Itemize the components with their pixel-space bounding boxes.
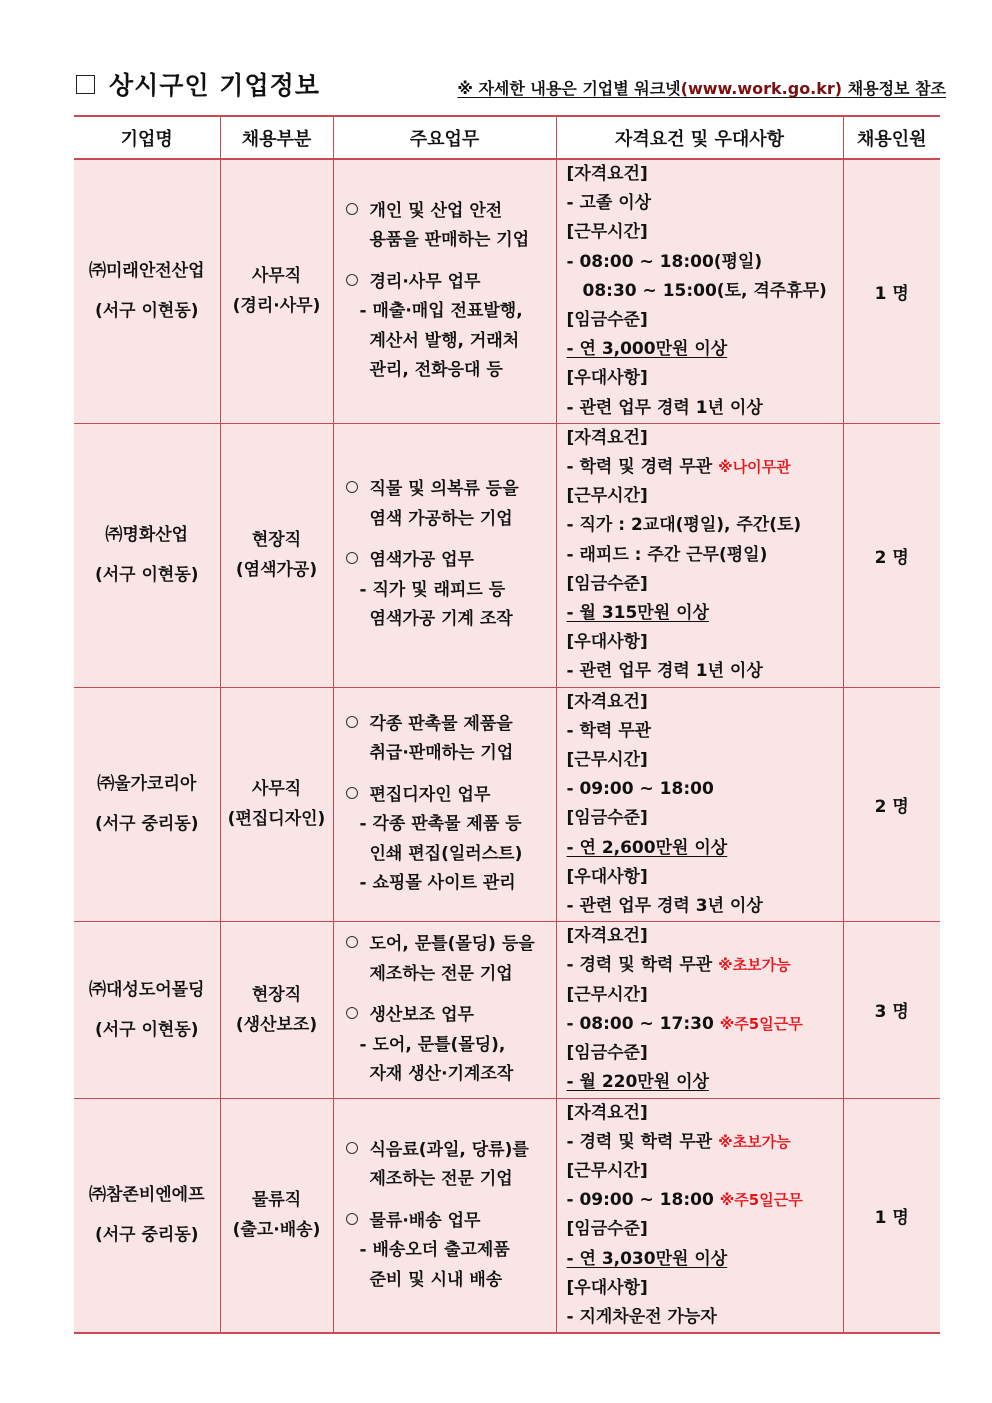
circle-bullet-icon xyxy=(346,1007,358,1019)
table-row xyxy=(74,1098,940,1333)
note-badge: ※나이무관 xyxy=(718,458,791,477)
job-listing-table xyxy=(74,115,940,1334)
circle-bullet-icon xyxy=(346,1213,358,1225)
page-title: 상시구인 기업정보 xyxy=(76,66,320,102)
salary-level: - 연 3,030만원 이상 xyxy=(566,1248,728,1269)
job-type-cell xyxy=(220,159,333,423)
job-subtype: (생산보조) xyxy=(235,1014,318,1035)
worknet-url[interactable]: (www.work.go.kr) xyxy=(680,79,843,98)
note-badge: ※주5일근무 xyxy=(719,1191,803,1210)
company-name: ㈜대성도어몰딩 xyxy=(88,979,205,1000)
header-company: 기업명 xyxy=(74,116,220,159)
salary-level: - 연 3,000만원 이상 xyxy=(566,339,728,360)
job-subtype: (출고·배송) xyxy=(232,1220,321,1241)
circle-bullet-icon xyxy=(346,481,358,493)
job-type: 물류직 xyxy=(251,1190,302,1211)
job-subtype: (염색가공) xyxy=(235,560,318,581)
circle-bullet-icon xyxy=(346,203,358,215)
company-cell xyxy=(74,159,220,423)
salary-level: - 월 315만원 이상 xyxy=(566,603,709,624)
circle-bullet-icon xyxy=(346,552,358,564)
company-district: (서구 중리동) xyxy=(94,814,199,835)
checkbox-square-icon xyxy=(76,75,95,94)
duties-cell: 각종 판촉물 제품을 취급·판매하는 기업 편집디자인 업무 - 각종 판촉물 제품 등 인쇄 편집(일러스트) - 쇼핑몰 사이트 관리 xyxy=(333,687,556,922)
table-row xyxy=(74,687,940,922)
note-badge: ※초보가능 xyxy=(718,1132,791,1151)
table-row xyxy=(74,922,940,1098)
qualifications-cell: [자격요건] - 경력 및 학력 무관 ※초보가능 [근무시간] - 08:00 ~ 17:30 ※주5일근무 [임금수준] - 월 220만원 이상 xyxy=(556,922,843,1098)
table-row xyxy=(74,423,940,687)
note-badge: ※주5일근무 xyxy=(719,1014,803,1033)
headcount-cell: 1 명 xyxy=(843,159,940,423)
duties-cell: 직물 및 의복류 등을 염색 가공하는 기업 염색가공 업무 - 직가 및 래피드 등 염색가공 기계 조작 xyxy=(333,423,556,687)
job-subtype: (편집디자인) xyxy=(227,809,326,830)
company-name: ㈜참존비엔에프 xyxy=(88,1185,205,1206)
company-district: (서구 이현동) xyxy=(94,565,199,586)
salary-level: - 월 220만원 이상 xyxy=(566,1072,709,1093)
company-cell xyxy=(74,423,220,687)
circle-bullet-icon xyxy=(346,787,358,799)
headcount-cell: 3 명 xyxy=(843,922,940,1098)
circle-bullet-icon xyxy=(346,716,358,728)
job-type: 현장직 xyxy=(251,530,302,551)
company-cell xyxy=(74,687,220,922)
header-headcount: 채용인원 xyxy=(843,116,940,159)
headcount-cell: 2 명 xyxy=(843,687,940,922)
company-name: ㈜미래안전산업 xyxy=(88,261,205,282)
qualifications-cell: [자격요건] - 학력 및 경력 무관 ※나이무관 [근무시간] - 직가 : 2교대(평일), 주간(토) - 래피드 : 주간 근무(평일) [임금수준] - 월 315만원 이상 [우대사항] - 관련 업무 경력 1년 이상 xyxy=(556,423,843,687)
table-row xyxy=(74,159,940,423)
job-subtype: (경리·사무) xyxy=(232,296,321,317)
job-type: 사무직 xyxy=(251,266,302,287)
circle-bullet-icon xyxy=(346,936,358,948)
company-cell xyxy=(74,1098,220,1333)
company-name: ㈜명화산업 xyxy=(105,525,189,546)
salary-level: - 연 2,600만원 이상 xyxy=(566,837,728,858)
company-district: (서구 이현동) xyxy=(94,1019,199,1040)
circle-bullet-icon xyxy=(346,1142,358,1154)
company-district: (서구 이현동) xyxy=(94,301,199,322)
job-type-cell xyxy=(220,922,333,1098)
job-type-cell xyxy=(220,1098,333,1333)
header-main-duties: 주요업무 xyxy=(333,116,556,159)
company-district: (서구 중리동) xyxy=(94,1225,199,1246)
qualifications-cell: [자격요건] - 고졸 이상 [근무시간] - 08:00 ~ 18:00(평일) 08:30 ~ 15:00(토, 격주휴무) [임금수준] - 연 3,000만원 이상 [우대사항] - 관련 업무 경력 1년 이상 xyxy=(556,159,843,423)
circle-bullet-icon xyxy=(346,274,358,286)
duties-cell: 식음료(과일, 당류)를 제조하는 전문 기업 물류·배송 업무 - 배송오더 출고제품 준비 및 시내 배송 xyxy=(333,1098,556,1333)
qualifications-cell: [자격요건] - 학력 무관 [근무시간] - 09:00 ~ 18:00 [임금수준] - 연 2,600만원 이상 [우대사항] - 관련 업무 경력 3년 이상 xyxy=(556,687,843,922)
note-badge: ※초보가능 xyxy=(718,956,791,975)
headcount-cell: 2 명 xyxy=(843,423,940,687)
job-type-cell xyxy=(220,687,333,922)
headcount-cell: 1 명 xyxy=(843,1098,940,1333)
duties-cell: 개인 및 산업 안전 용품을 판매하는 기업 경리·사무 업무 - 매출·매입 전표발행, 계산서 발행, 거래처 관리, 전화응대 등 xyxy=(333,159,556,423)
company-cell xyxy=(74,922,220,1098)
header-job-type: 채용부분 xyxy=(220,116,333,159)
page-header xyxy=(76,64,946,104)
duties-cell: 도어, 문틀(몰딩) 등을 제조하는 전문 기업 생산보조 업무 - 도어, 문틀(몰딩), 자재 생산·기계조작 xyxy=(333,922,556,1098)
reference-note: ※ 자세한 내용은 기업별 워크넷(www.work.go.kr) 채용정보 참조 xyxy=(457,79,946,98)
header-qualifications: 자격요건 및 우대사항 xyxy=(556,116,843,159)
company-name: ㈜울가코리아 xyxy=(97,774,197,795)
qualifications-cell: [자격요건] - 경력 및 학력 무관 ※초보가능 [근무시간] - 09:00 ~ 18:00 ※주5일근무 [임금수준] - 연 3,030만원 이상 [우대사항] - 지게차운전 가능자 xyxy=(556,1098,843,1333)
job-type: 현장직 xyxy=(251,984,302,1005)
job-type: 사무직 xyxy=(251,779,302,800)
table-header-row xyxy=(74,116,940,159)
job-type-cell xyxy=(220,423,333,687)
